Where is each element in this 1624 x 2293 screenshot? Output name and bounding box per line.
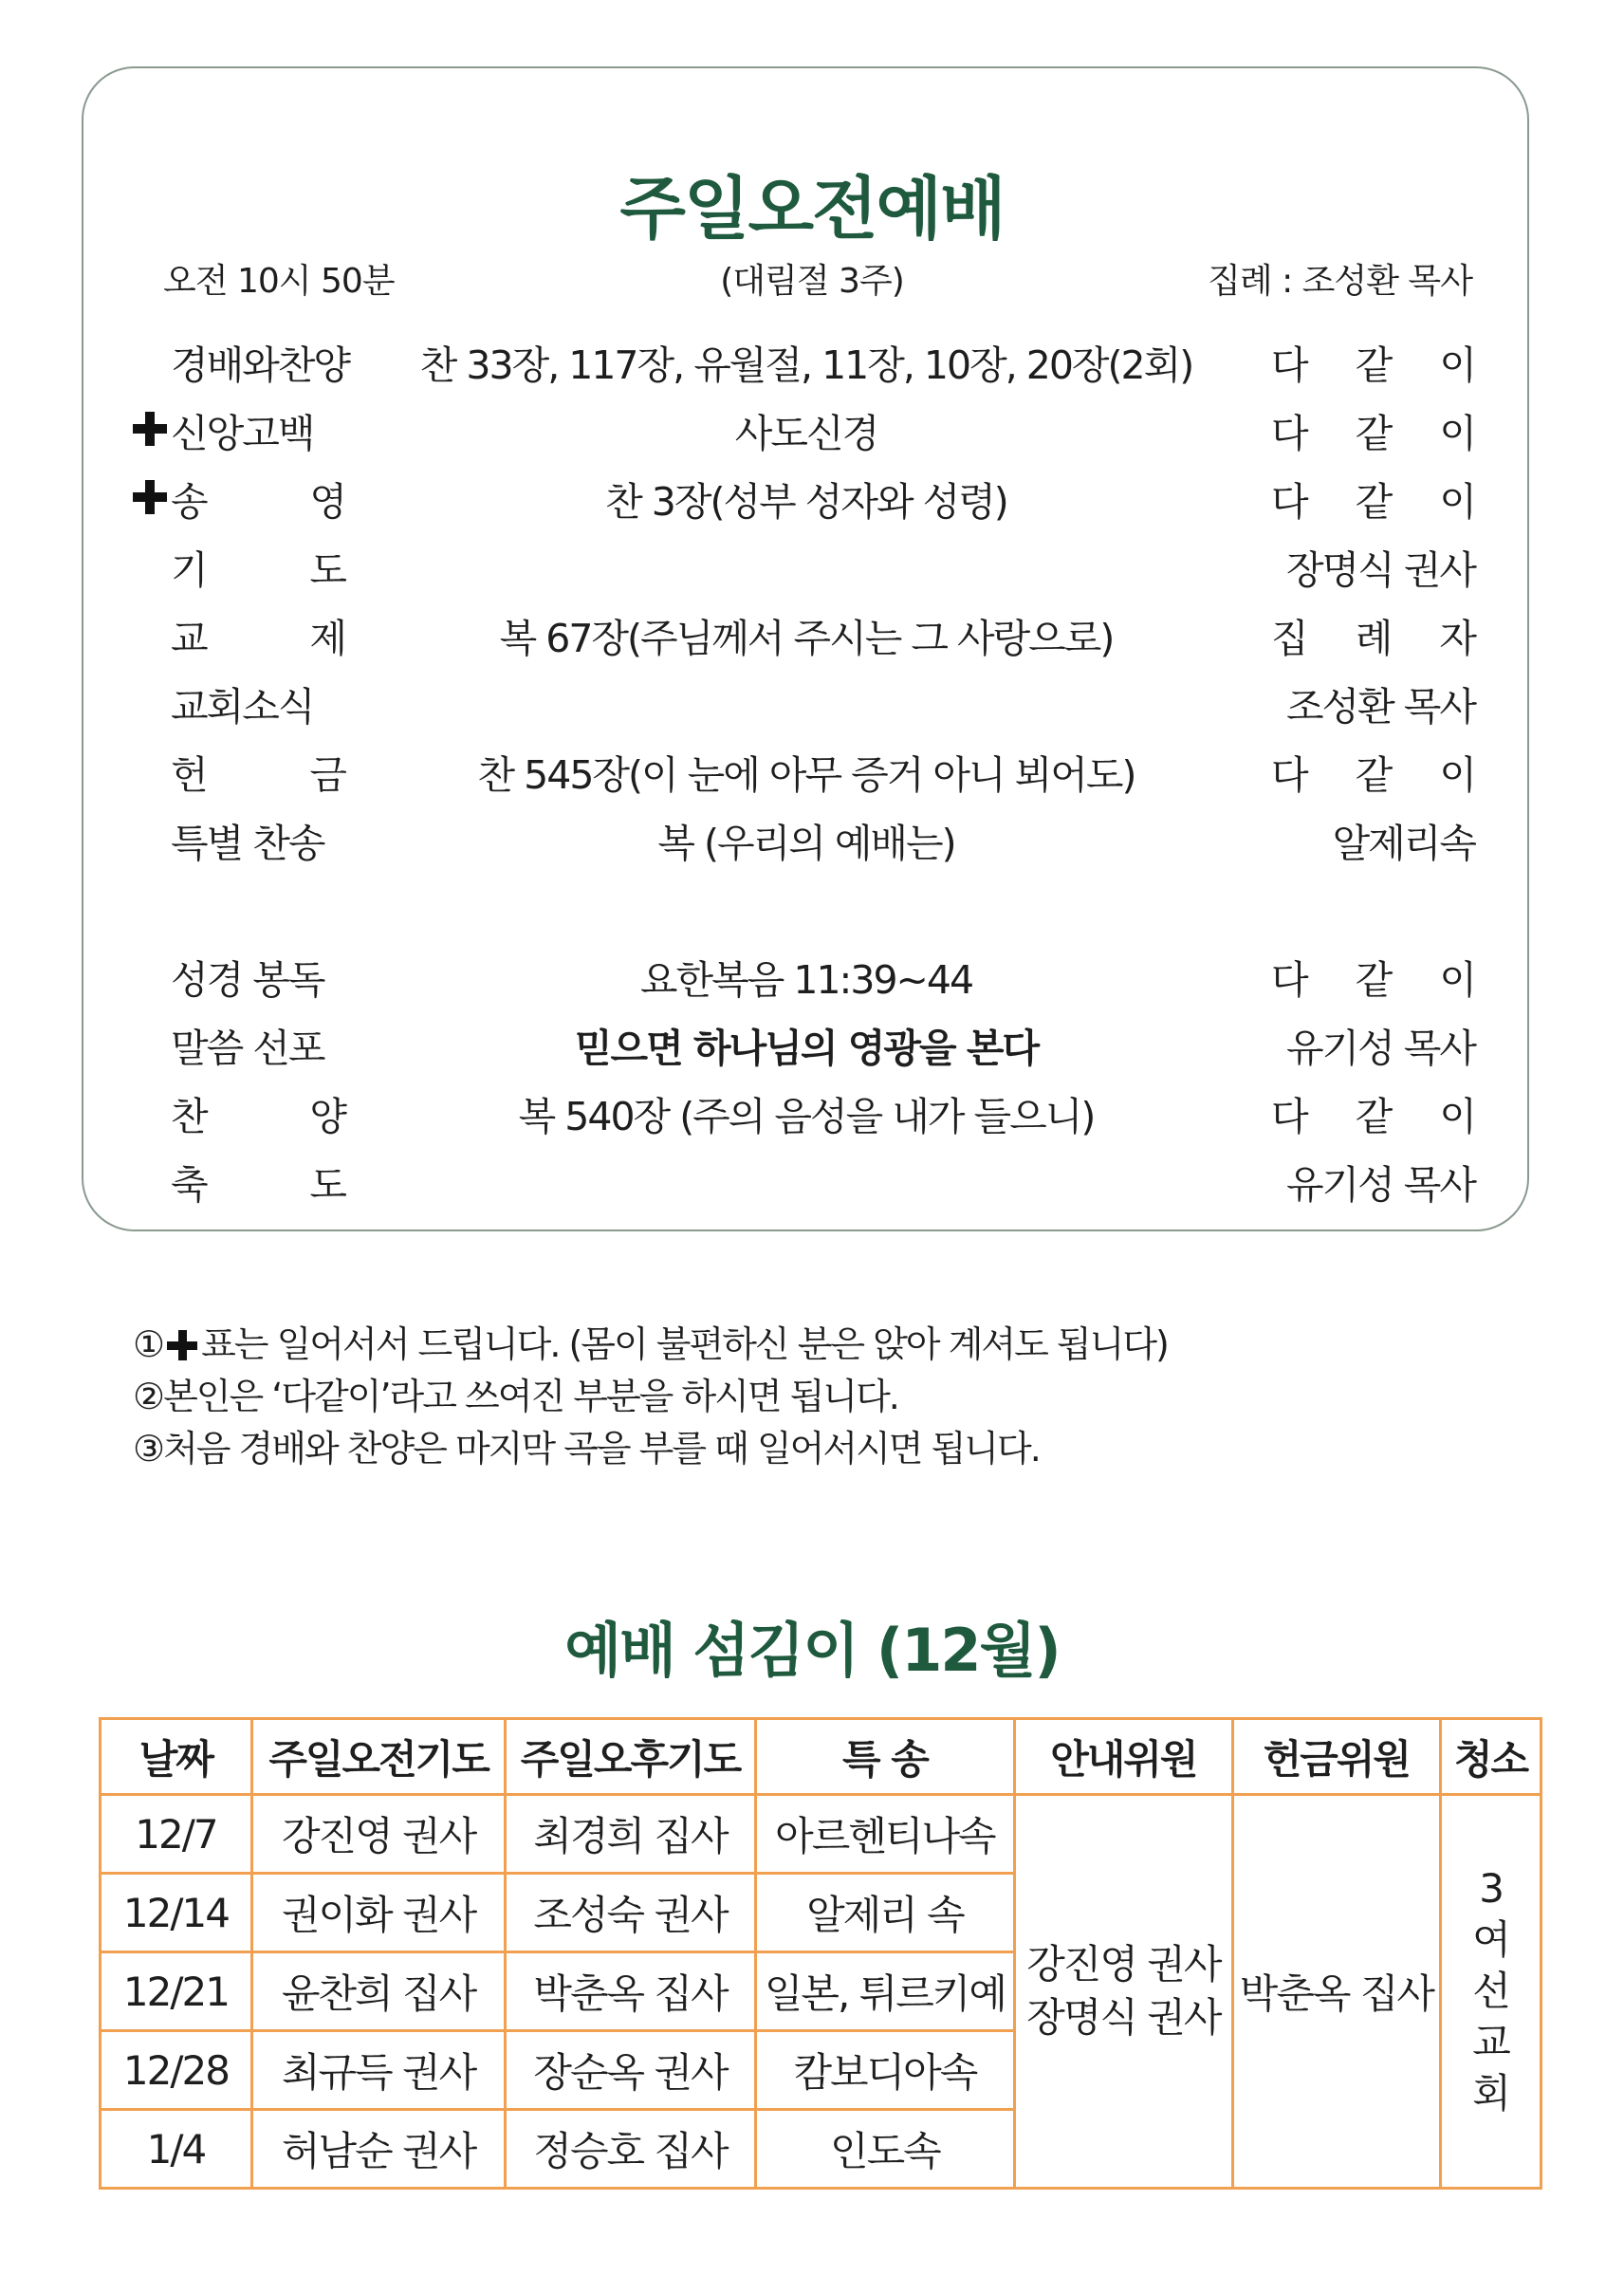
order-item-content: 복 540장 (주의 음성을 내가 들으니) <box>518 1094 1095 1139</box>
order-item-leader-part: 이 <box>1439 752 1475 798</box>
order-item-leader-part: 알제리속 <box>1332 821 1475 866</box>
cell-date: 12/14 <box>101 1874 252 1952</box>
servants-title: 예배 섬김이 (12월) <box>564 1616 1060 1685</box>
order-item-name-part: 영 <box>309 479 345 525</box>
cleaning-char: 선 <box>1472 1968 1509 2014</box>
cell-afternoon-prayer: 조성숙 권사 <box>506 1874 755 1952</box>
order-item-name-part: 송 <box>171 479 207 525</box>
cell-date: 1/4 <box>101 2110 252 2189</box>
order-item-name-part: 특별 찬송 <box>171 821 324 866</box>
order-item-leader-part: 장명식 권사 <box>1285 547 1475 593</box>
cleaning-char: 회 <box>1472 2070 1509 2117</box>
order-item-leader-part: 같 <box>1355 752 1392 798</box>
service-season: (대림절 3주) <box>720 262 904 301</box>
order-item-leader <box>1271 949 1475 1005</box>
cell-special-song: 일본, 튀르키예 <box>755 1952 1014 2031</box>
notes <box>133 1319 1168 1475</box>
order-item-name-part: 양 <box>309 1094 345 1139</box>
order-row <box>0 539 1624 596</box>
order-item-name-part: 기 <box>171 547 207 593</box>
cell-afternoon-prayer: 정승호 집사 <box>506 2110 755 2189</box>
order-item-leader-part: 다 <box>1271 342 1307 388</box>
order-item-leader-part: 유기성 목사 <box>1285 1026 1475 1071</box>
order-item-name-part: 찬 <box>171 1094 207 1139</box>
order-item-name-part: 금 <box>309 752 345 798</box>
note-2: ②본인은 ‘다같이’라고 쓰여진 부분을 하시면 됩니다. <box>133 1376 898 1417</box>
order-item-name-part: 교회소식 <box>171 684 314 730</box>
note-3: ③처음 경배와 찬양은 마지막 곡을 부를 때 일어서시면 됩니다. <box>133 1428 1040 1470</box>
order-row <box>0 949 1624 1006</box>
order-item-leader <box>1271 812 1475 868</box>
order-item-name-part: 도 <box>309 547 345 593</box>
order-item-leader-part: 집 <box>1271 616 1307 661</box>
order-item-name-part: 헌 <box>171 752 207 798</box>
header-date: 날짜 <box>101 1719 252 1795</box>
note-1 <box>133 1319 1168 1371</box>
usher-2: 장명식 권사 <box>1026 1994 1221 2041</box>
order-row <box>0 402 1624 459</box>
cross-icon <box>167 1330 197 1360</box>
order-row <box>0 607 1624 664</box>
order-item-leader-part: 례 <box>1355 616 1392 661</box>
service-title: 주일오전예배 <box>619 169 1005 249</box>
cell-morning-prayer: 권이화 권사 <box>251 1874 505 1952</box>
order-item-leader <box>1271 1154 1475 1210</box>
order-row <box>0 1085 1624 1142</box>
cross-icon <box>133 412 167 446</box>
order-item-name <box>171 539 345 595</box>
order-item-leader-part: 같 <box>1355 957 1392 1003</box>
order-item-name-part: 교 <box>171 616 207 661</box>
cleaning-char: 3 <box>1479 1865 1503 1912</box>
cell-special-song: 아르헨티나속 <box>755 1795 1014 1874</box>
order-item-leader <box>1271 471 1475 527</box>
cell-date: 12/21 <box>101 1952 252 2031</box>
cleaning-char: 교 <box>1472 2019 1509 2065</box>
order-item-content: 찬 545장(이 눈에 아무 증거 아니 뵈어도) <box>477 752 1135 798</box>
order-item-name-part: 도 <box>309 1162 345 1208</box>
order-item-leader-part: 같 <box>1355 342 1392 388</box>
header-cleaning: 청소 <box>1441 1719 1541 1795</box>
order-item-leader-part: 이 <box>1439 1094 1475 1139</box>
order-item-leader-part: 이 <box>1439 479 1475 525</box>
order-item-leader <box>1271 402 1475 458</box>
order-item-name <box>171 675 345 731</box>
order-row <box>0 334 1624 391</box>
order-item-leader-part: 이 <box>1439 342 1475 388</box>
header-afternoon-prayer: 주일오후기도 <box>506 1719 755 1795</box>
cell-morning-prayer: 최규득 권사 <box>251 2031 505 2110</box>
order-item-leader <box>1271 744 1475 800</box>
order-row <box>0 812 1624 869</box>
cell-afternoon-prayer: 장순옥 권사 <box>506 2031 755 2110</box>
cell-date: 12/28 <box>101 2031 252 2110</box>
order-item-content: 찬 3장(성부 성자와 성령) <box>605 479 1007 525</box>
cell-special-song: 알제리 속 <box>755 1874 1014 1952</box>
order-item-leader-part: 조성환 목사 <box>1285 684 1475 730</box>
servants-table <box>99 1717 1542 2190</box>
order-item-name <box>171 1154 345 1210</box>
cell-morning-prayer: 허남순 권사 <box>251 2110 505 2189</box>
order-item-leader-part: 자 <box>1439 616 1475 661</box>
cell-offering: 박춘옥 집사 <box>1232 1795 1441 2189</box>
cell-cleaning <box>1441 1795 1541 2189</box>
order-item-name-part: 신앙고백 <box>171 411 314 456</box>
usher-1: 강진영 권사 <box>1026 1941 1221 1988</box>
cell-date: 12/7 <box>101 1795 252 1874</box>
cell-afternoon-prayer: 박춘옥 집사 <box>506 1952 755 2031</box>
order-item-leader-part: 다 <box>1271 1094 1307 1139</box>
cell-special-song: 인도속 <box>755 2110 1014 2189</box>
table-header-row <box>101 1719 1541 1795</box>
cross-icon <box>133 480 167 514</box>
order-item-content: 믿으면 하나님의 영광을 본다 <box>574 1026 1039 1071</box>
order-item-leader-part: 다 <box>1271 479 1307 525</box>
cell-morning-prayer: 강진영 권사 <box>251 1795 505 1874</box>
order-item-leader <box>1271 334 1475 390</box>
order-row <box>0 471 1624 527</box>
order-item-name-part: 제 <box>309 616 345 661</box>
order-item-leader-part: 다 <box>1271 752 1307 798</box>
cell-afternoon-prayer: 최경희 집사 <box>506 1795 755 1874</box>
note-1-number: ① <box>133 1323 164 1365</box>
order-item-leader <box>1271 1085 1475 1141</box>
order-item-leader-part: 이 <box>1439 411 1475 456</box>
order-item-leader <box>1271 1017 1475 1073</box>
note-1-text: 표는 일어서서 드립니다. (몸이 불편하신 분은 앉아 계셔도 됩니다) <box>201 1323 1168 1365</box>
cell-morning-prayer: 윤찬희 집사 <box>251 1952 505 2031</box>
service-time: 오전 10시 50분 <box>163 262 395 301</box>
cleaning-char: 여 <box>1472 1916 1509 1963</box>
order-item-leader-part: 유기성 목사 <box>1285 1162 1475 1208</box>
order-row <box>0 1017 1624 1074</box>
order-item-name-part: 성경 봉독 <box>171 957 324 1003</box>
order-item-leader <box>1271 675 1475 731</box>
order-row <box>0 744 1624 801</box>
header-ushers: 안내위원 <box>1015 1719 1233 1795</box>
order-item-content: 복 67장(주님께서 주시는 그 사랑으로) <box>499 616 1114 661</box>
table-row <box>101 1795 1541 1874</box>
order-item-leader <box>1271 607 1475 663</box>
order-item-content: 사도신경 <box>734 411 878 456</box>
order-item-content: 찬 33장, 117장, 유월절, 11장, 10장, 20장(2회) <box>419 342 1193 388</box>
order-item-leader <box>1271 539 1475 595</box>
order-item-leader-part: 다 <box>1271 411 1307 456</box>
order-item-leader-part: 같 <box>1355 1094 1392 1139</box>
order-item-leader-part: 같 <box>1355 479 1392 525</box>
order-row <box>0 675 1624 732</box>
order-item-leader-part: 이 <box>1439 957 1475 1003</box>
header-morning-prayer: 주일오전기도 <box>251 1719 505 1795</box>
order-item-name-part: 축 <box>171 1162 207 1208</box>
header-offering: 헌금위원 <box>1232 1719 1441 1795</box>
order-item-name-part: 경배와찬양 <box>171 342 350 388</box>
cell-special-song: 캄보디아속 <box>755 2031 1014 2110</box>
order-item-leader-part: 같 <box>1355 411 1392 456</box>
order-row <box>0 1154 1624 1211</box>
order-item-content: 요한복음 11:39~44 <box>639 957 973 1003</box>
order-item-content: 복 (우리의 예배는) <box>657 821 955 866</box>
order-item-leader-part: 다 <box>1271 957 1307 1003</box>
cell-ushers <box>1015 1795 1233 2189</box>
service-officiant: 집례 : 조성환 목사 <box>1208 262 1472 301</box>
header-special-song: 특 송 <box>755 1719 1014 1795</box>
order-item-name-part: 말씀 선포 <box>171 1026 324 1071</box>
